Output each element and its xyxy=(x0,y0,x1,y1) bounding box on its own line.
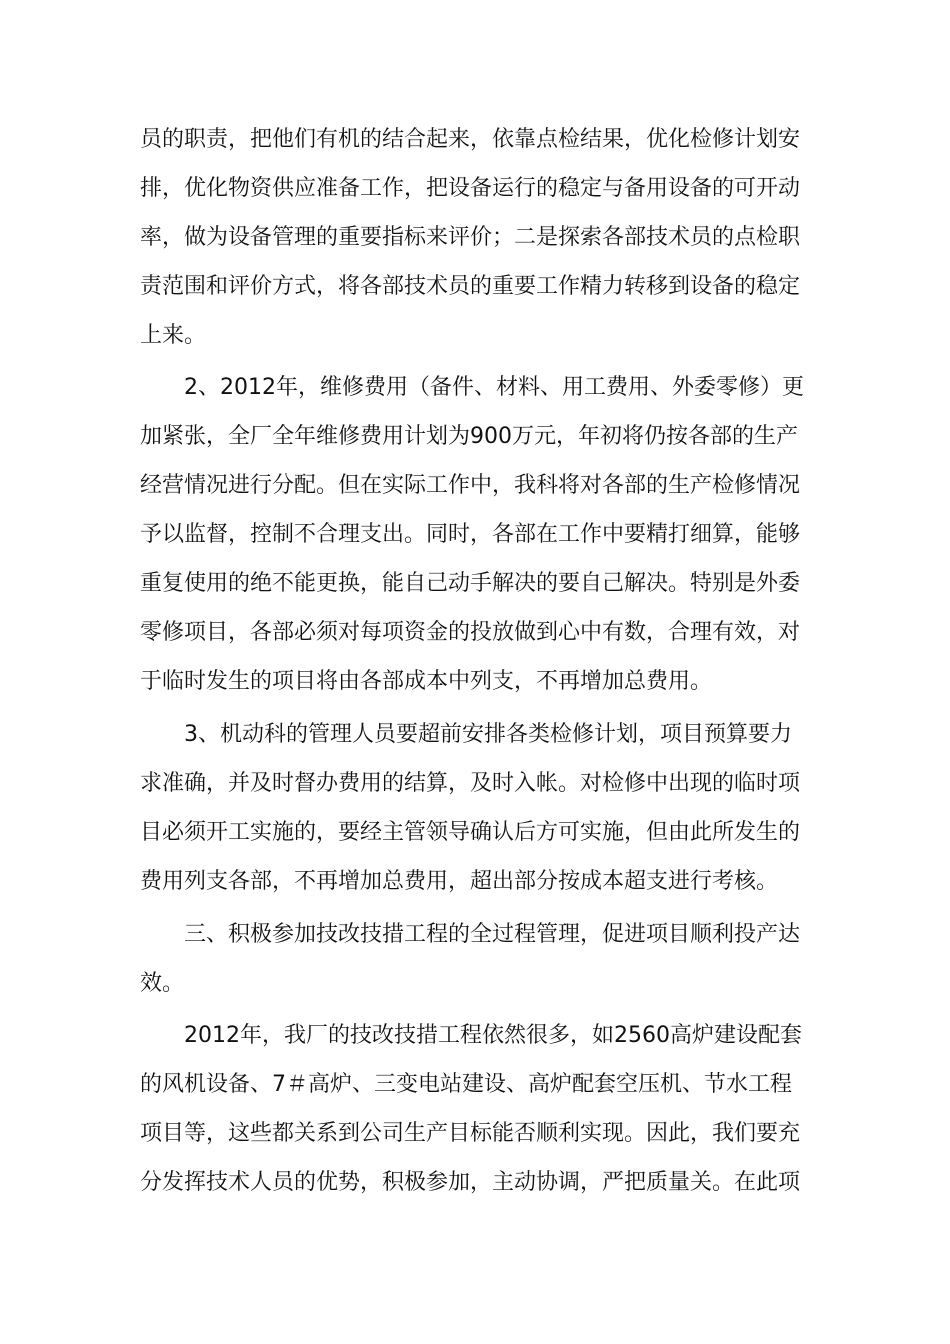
paragraph-start-line: 3、机动科的管理人员要超前安排各类检修计划，项目预算要力 xyxy=(184,722,792,747)
text-line: 责范围和评价方式，将各部技术员的重要工作精力转移到设备的稳定 xyxy=(140,274,801,299)
text-line: 排，优化物资供应准备工作，把设备运行的稳定与备用设备的可开动 xyxy=(140,176,801,201)
text-line: 零修项目，各部必须对每项资金的投放做到心中有数，合理有效，对 xyxy=(140,620,801,645)
text-line: 于临时发生的项目将由各部成本中列支，不再增加总费用。 xyxy=(140,669,713,694)
text-line: 重复使用的绝不能更换，能自己动手解决的要自己解决。特别是外委 xyxy=(140,571,801,596)
section-heading-line: 效。 xyxy=(140,971,185,996)
paragraph-start-line: 2、2012年，维修费用（备件、材料、用工费用、外委零修）更 xyxy=(184,375,804,400)
text-line: 加紧张，全厂全年维修费用计划为900万元，年初将仍按各部的生产 xyxy=(140,424,798,449)
text-line: 予以监督，控制不合理支出。同时，各部在工作中要精打细算，能够 xyxy=(140,522,801,547)
text-line: 经营情况进行分配。但在实际工作中，我科将对各部的生产检修情况 xyxy=(140,473,801,498)
text-line: 目必须开工实施的，要经主管领导确认后方可实施，但由此所发生的 xyxy=(140,820,801,845)
paragraph-start-line: 2012年，我厂的技改技措工程依然很多，如2560高炉建设配套 xyxy=(184,1023,802,1048)
text-line: 项目等，这些都关系到公司生产目标能否顺利实现。因此，我们要充 xyxy=(140,1121,801,1146)
text-line: 分发挥技术人员的优势，积极参加，主动协调，严把质量关。在此项 xyxy=(140,1170,801,1195)
text-line: 的风机设备、7＃高炉、三变电站建设、高炉配套空压机、节水工程 xyxy=(140,1072,792,1097)
text-line: 员的职责，把他们有机的结合起来，依靠点检结果，优化检修计划安 xyxy=(140,127,801,152)
text-line: 费用列支各部，不再增加总费用，超出部分按成本超支进行考核。 xyxy=(140,869,779,894)
text-line: 上来。 xyxy=(140,323,207,348)
text-line: 率，做为设备管理的重要指标来评价；二是探索各部技术员的点检职 xyxy=(140,225,801,250)
text-line: 求准确，并及时督办费用的结算，及时入帐。对检修中出现的临时项 xyxy=(140,771,801,796)
section-heading-line: 三、积极参加技改技措工程的全过程管理，促进项目顺利投产达 xyxy=(184,922,801,947)
